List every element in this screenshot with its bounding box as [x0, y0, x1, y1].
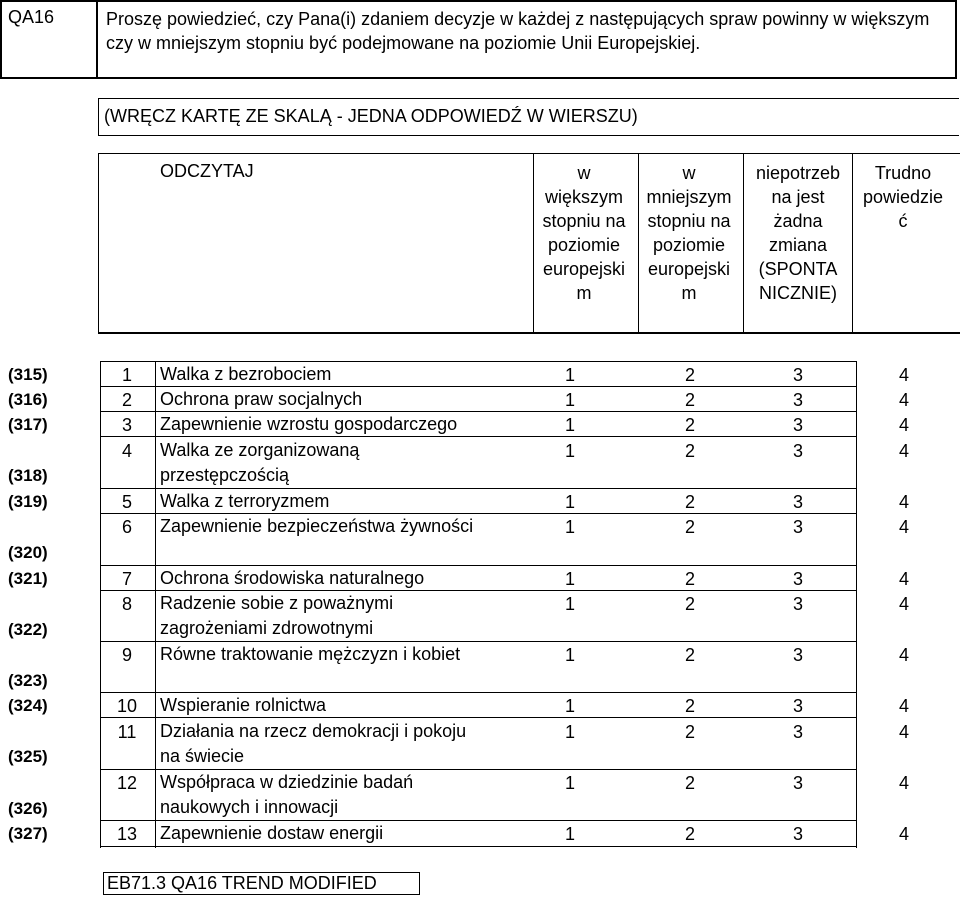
answer-option[interactable]: 4 — [898, 365, 909, 385]
answer-option[interactable]: 1 — [564, 722, 575, 742]
answer-option[interactable]: 4 — [898, 722, 909, 742]
answer-option[interactable]: 4 — [898, 645, 909, 665]
row-number: 1 — [121, 365, 132, 385]
row-code: (327) — [8, 824, 48, 843]
answer-option[interactable]: 4 — [898, 594, 909, 614]
read-label: ODCZYTAJ — [160, 161, 254, 181]
row-number: 13 — [116, 824, 138, 844]
answer-option[interactable]: 4 — [898, 696, 909, 716]
answer-option[interactable]: 4 — [898, 390, 909, 410]
answer-option[interactable]: 1 — [564, 390, 575, 410]
answer-option[interactable]: 3 — [792, 441, 803, 461]
answer-option[interactable]: 2 — [684, 824, 695, 844]
row-code: (319) — [8, 492, 48, 511]
row-number: 9 — [121, 645, 132, 665]
row-label: Zapewnienie wzrostu gospodarczego — [160, 414, 458, 434]
answer-option[interactable]: 4 — [898, 569, 909, 589]
answer-option[interactable]: 1 — [564, 645, 575, 665]
row-code: (326) — [8, 799, 48, 818]
answer-option[interactable]: 4 — [898, 441, 909, 461]
answer-option[interactable]: 3 — [792, 773, 803, 793]
row-code: (315) — [8, 365, 48, 384]
answer-option[interactable]: 3 — [792, 594, 803, 614]
answer-option[interactable]: 2 — [684, 773, 695, 793]
row-label: Zapewnienie dostaw energii — [160, 823, 384, 843]
answer-option[interactable]: 1 — [564, 773, 575, 793]
answer-option[interactable]: 2 — [684, 492, 695, 512]
answer-option[interactable]: 2 — [684, 569, 695, 589]
row-label: Działania na rzecz demokracji i pokoju na świecie — [160, 721, 467, 766]
answer-option[interactable]: 2 — [684, 696, 695, 716]
answer-option[interactable]: 3 — [792, 722, 803, 742]
question-code: QA16 — [8, 7, 55, 27]
row-label: Ochrona praw socjalnych — [160, 389, 363, 409]
answer-option[interactable]: 2 — [684, 517, 695, 537]
row-code: (325) — [8, 747, 48, 766]
answer-option[interactable]: 4 — [898, 517, 909, 537]
answer-option[interactable]: 2 — [684, 415, 695, 435]
answer-option[interactable]: 3 — [792, 569, 803, 589]
answer-option[interactable]: 4 — [898, 415, 909, 435]
answer-option[interactable]: 3 — [792, 390, 803, 410]
header-divider — [743, 153, 744, 334]
header-col-dont-know: Trudno powiedzie ć — [862, 163, 944, 231]
answer-option[interactable]: 3 — [792, 824, 803, 844]
row-code: (321) — [8, 569, 48, 588]
answer-option[interactable]: 4 — [898, 824, 909, 844]
answer-option[interactable]: 3 — [792, 415, 803, 435]
row-label: Współpraca w dziedzinie badań naukowych i innowacji — [160, 772, 414, 817]
answer-option[interactable]: 2 — [684, 390, 695, 410]
row-number: 5 — [121, 492, 132, 512]
row-label: Walka z terroryzmem — [160, 491, 330, 511]
row-label: Walka ze zorganizowaną przestępczością — [160, 440, 360, 485]
row-separator — [100, 846, 856, 847]
answer-option[interactable]: 2 — [684, 594, 695, 614]
row-number: 11 — [117, 722, 137, 742]
row-number: 2 — [121, 390, 132, 410]
row-code: (318) — [8, 466, 48, 485]
header-col-less-eu: w mniejszym stopniu na poziomie europejski m — [646, 163, 732, 303]
row-code: (323) — [8, 671, 48, 690]
row-code: (324) — [8, 696, 48, 715]
row-number: 10 — [116, 696, 138, 716]
answer-option[interactable]: 2 — [684, 722, 695, 742]
trend-label: EB71.3 QA16 TREND MODIFIED — [107, 873, 377, 893]
rows-border-left — [100, 361, 101, 848]
row-number: 4 — [121, 441, 132, 461]
question-divider — [96, 0, 98, 79]
row-number: 3 — [121, 415, 132, 435]
row-label: Równe traktowanie mężczyzn i kobiet — [160, 644, 461, 664]
answer-option[interactable]: 4 — [898, 492, 909, 512]
answer-option[interactable]: 1 — [564, 415, 575, 435]
answer-option[interactable]: 3 — [792, 517, 803, 537]
answer-option[interactable]: 2 — [684, 365, 695, 385]
row-label: Walka z bezrobociem — [160, 364, 332, 384]
row-number: 6 — [121, 517, 132, 537]
row-number: 12 — [116, 773, 138, 793]
row-number: 8 — [121, 594, 132, 614]
answer-option[interactable]: 3 — [792, 696, 803, 716]
row-number: 7 — [121, 569, 132, 589]
answer-option[interactable]: 1 — [564, 824, 575, 844]
answer-option[interactable]: 1 — [564, 517, 575, 537]
header-col-more-eu: w większym stopniu na poziomie europejski m — [542, 163, 626, 303]
instruction-text: (WRĘCZ KARTĘ ZE SKALĄ - JEDNA ODPOWIEDŹ W WIERSZU) — [104, 106, 638, 126]
row-code: (316) — [8, 390, 48, 409]
row-label: Wspieranie rolnictwa — [160, 695, 327, 715]
answer-option[interactable]: 1 — [564, 441, 575, 461]
answer-option[interactable]: 1 — [564, 492, 575, 512]
question-text: Proszę powiedzieć, czy Pana(i) zdaniem decyzje w każdej z następujących spraw powinny w większym czy w mniejszym stopniu być podejmowane na poziomie Unii Europejskiej. — [106, 9, 930, 53]
answer-option[interactable]: 1 — [564, 569, 575, 589]
answer-option[interactable]: 1 — [564, 696, 575, 716]
answer-option[interactable]: 3 — [792, 492, 803, 512]
answer-option[interactable]: 2 — [684, 645, 695, 665]
rows-border-right — [856, 361, 857, 848]
row-label: Zapewnienie bezpieczeństwa żywności — [160, 516, 474, 536]
row-code: (317) — [8, 415, 48, 434]
answer-option[interactable]: 3 — [792, 365, 803, 385]
answer-option[interactable]: 1 — [564, 365, 575, 385]
answer-option[interactable]: 3 — [792, 645, 803, 665]
row-label: Radzenie sobie z poważnymi zagrożeniami zdrowotnymi — [160, 593, 394, 638]
row-code: (320) — [8, 543, 48, 562]
header-col-no-change: niepotrzeb na jest żadna zmiana (SPONTA NICZNIE) — [755, 163, 841, 303]
answer-option[interactable]: 2 — [684, 441, 695, 461]
row-code: (322) — [8, 620, 48, 639]
answer-option[interactable]: 1 — [564, 594, 575, 614]
row-label: Ochrona środowiska naturalnego — [160, 568, 425, 588]
rows-divider — [155, 361, 156, 848]
answer-option[interactable]: 4 — [898, 773, 909, 793]
